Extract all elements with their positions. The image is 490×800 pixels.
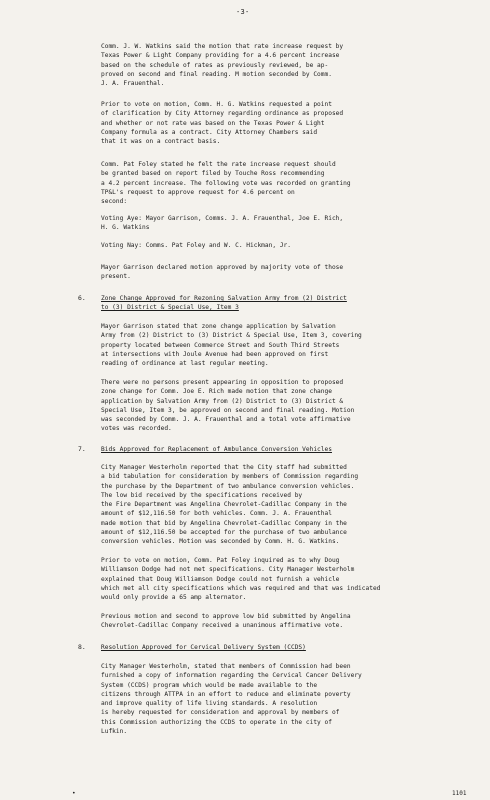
item-number-7: 7. xyxy=(78,445,86,453)
item-6-paragraph-2: There were no persons present appearing in opposition to proposed zone change for Comm. Joe E. Rich made motion that zone change application by Salvation Army from (2) District to (3) District & Special Use, Item 3, be approved on second and final reading. Motion was seconded by Comm. J. A. Frauenthal and a total vote affirmative votes was recorded. xyxy=(101,379,355,433)
item-7-paragraph-3: Previous motion and second to approve low bid submitted by Angelina Chevrolet-Cadillac Company received a unanimous affirmative vote. xyxy=(101,613,351,630)
item-7-paragraph-2: Prior to vote on motion, Comm. Pat Foley inquired as to why Doug Williamson Dodge had not met specifications. City Manager Westerholm explained that Doug Williamson Dodge could not furnish a vehicle which met all city specifications which was required and that was indicated would only provide a 65 amp alternator. xyxy=(101,557,381,602)
item-6-heading: Zone Change Approved for Rezoning Salvation Army from (2) District to (3) District & Special Use, Item 3 xyxy=(101,295,347,312)
voting-nay: Voting Nay: Comms. Pat Foley and W. C. Hickman, Jr. xyxy=(101,242,291,249)
item-number-8: 8. xyxy=(78,643,86,651)
paragraph-clarification: Prior to vote on motion, Comm. H. G. Watkins requested a point of clarification by City Attorney regarding ordinance as proposed and whether or not rate was based on the Texas Power & Light Company formula as a contract. City Attorney Chambers said that it was on a contract basis. xyxy=(101,101,344,146)
page-number: -3- xyxy=(236,8,250,16)
item-7-paragraph-1: City Manager Westerholm reported that the City staff had submitted a bid tabulation for consideration by members of Commission regarding the purchase by the Department of two ambulance conversion vehicles. The low bid received by the specifications received by the Fire Department was Angelina Chevrolet-Cadillac Company in the amount of $12,116.50 for both vehicles. Comm. J. A. Frauenthal made motion that bid by Angelina Chevrolet-Cadillac Company in the amount of $12,116.50 be accepted for the purchase of two ambulance conversion vehicles. Motion was seconded by Comm. H. G. Watkins. xyxy=(101,464,359,546)
item-number-6: 6. xyxy=(78,294,86,302)
item-7-heading: Bids Approved for Replacement of Ambulance Conversion Vehicles xyxy=(101,446,332,453)
footer-mark: • xyxy=(72,790,76,797)
item-6-paragraph-1: Mayor Garrison stated that zone change application by Salvation Army from (2) District to (3) District & Special Use, Item 3, covering property located between Commerce Street and South Third Streets at intersections with Joule Avenue had been approved on first reading of ordinance at last regular meeting. xyxy=(101,323,362,368)
paragraph-foley-statement: Comm. Pat Foley stated he felt the rate increase request should be granted based on report filed by Touche Ross recommending a 4.2 percent increase. The following vote was recorded on granting TP&L's request to approve request for 4.6 percent on second: xyxy=(101,161,351,206)
paragraph-mayor-declared: Mayor Garrison declared motion approved by majority vote of those present. xyxy=(101,264,344,281)
item-8-paragraph-1: City Manager Westerholm, stated that members of Commission had been furnished a copy of information regarding the Cervical Cancer Delivery System (CCDS) program which would be made available to the citizens through ATTPA in an effort to reduce and eliminate poverty and improve quality of life living standards. A resolution is hereby requested for consideration and approval by members of this Commission authorizing the CCDS to operate in the city of Lufkin. xyxy=(101,663,362,736)
item-8-heading: Resolution Approved for Cervical Delivery System (CCDS) xyxy=(101,644,306,651)
footer-page-code: 1101 xyxy=(452,790,467,797)
voting-aye: Voting Aye: Mayor Garrison, Comms. J. A. Frauenthal, Joe E. Rich, H. G. Watkins xyxy=(101,215,344,232)
paragraph-rate-motion: Comm. J. W. Watkins said the motion that rate increase request by Texas Power & Light Company providing for a 4.6 percent increase based on the schedule of rates as previously reviewed, be ap- proved on second and final reading. M motion seconded by Comm. J. A. Frauenthal. xyxy=(101,43,344,88)
